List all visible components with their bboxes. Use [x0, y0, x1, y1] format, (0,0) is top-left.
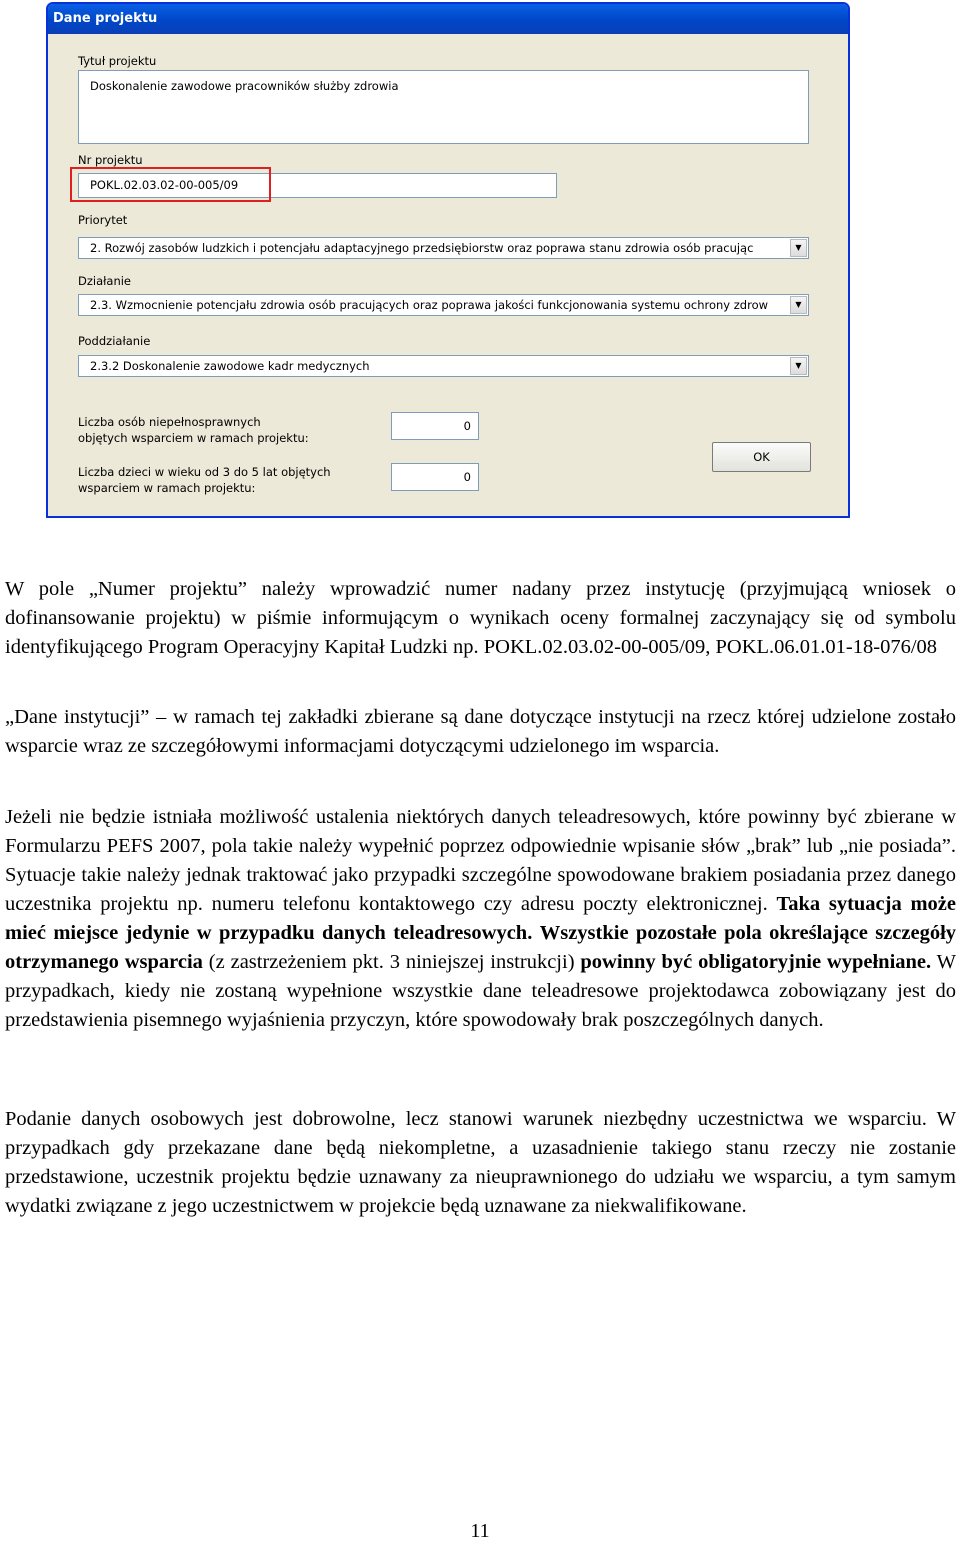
- action-label: Działanie: [78, 274, 132, 288]
- disabled-count-label-1: Liczba osób niepełnosprawnych: [78, 415, 261, 429]
- priority-select[interactable]: [78, 237, 809, 259]
- title-value: Doskonalenie zawodowe pracowników służby zdrowia: [90, 79, 399, 93]
- paragraph-contact-data-space: [532, 922, 539, 944]
- disabled-count-label-2: objętych wsparciem w ramach projektu:: [78, 431, 309, 445]
- paragraph-personal-data: Podanie danych osobowych jest dobrowolne, lecz stanowi warunek niezbędny uczestnictwa we wsparciu. W przypadkach gdy przekazane dane będą niekompletne, a uzasadnienie takiego stanu rzeczy nie zostanie przedstawione, uczestnik projektu będzie uznawany za nieuprawnionego do udziału we wsparciu, a tym samym wydatki związane z jego uczestnictwem w projekcie będą uznawane za niekwalifikowane.: [5, 1108, 956, 1217]
- title-field[interactable]: [78, 70, 809, 144]
- project-number-label: Nr projektu: [78, 153, 143, 167]
- children-count-label-1: Liczba dzieci w wieku od 3 do 5 lat objętych: [78, 465, 331, 479]
- subaction-value: 2.3.2 Doskonalenie zawodowe kadr medycznych: [90, 359, 370, 373]
- children-count-input[interactable]: 0: [391, 463, 479, 491]
- title-label: Tytuł projektu: [78, 54, 157, 68]
- project-data-dialog: [46, 2, 850, 518]
- project-number-value: POKL.02.03.02-00-005/09: [90, 178, 239, 192]
- paragraph-project-number: W pole „Numer projektu” należy wprowadzić numer nadany przez instytucję (przyjmującą wniosek o dofinansowanie projektu) w piśmie informującym o wynikach oceny formalnej zaczynający się od symbolu identyfikującego Program Operacyjny Kapitał Ludzki np. POKL.02.03.02-00-005/09, POKL.06.01.01-18-076/08: [5, 578, 956, 658]
- subaction-select[interactable]: [78, 355, 809, 377]
- priority-label: Priorytet: [78, 213, 128, 227]
- paragraph-contact-data-part3: W przypadkach, kiedy nie zostaną wypełnione wszystkie dane teleadresowe projektodawca zobowiązany jest do przedstawienia pisemnego wyjaśnienia przyczyn, które spowodowały brak poszczególnych danych.: [5, 951, 956, 1031]
- paragraph-contact-data: [5, 803, 956, 1035]
- project-number-highlight: [70, 167, 271, 202]
- priority-value: 2. Rozwój zasobów ludzkich i potencjału adaptacyjnego przedsiębiorstw oraz poprawa stanu zdrowia osób pracując: [90, 241, 754, 255]
- action-select[interactable]: [78, 294, 809, 316]
- ok-button[interactable]: OK: [712, 442, 811, 472]
- disabled-count-input[interactable]: 0: [391, 412, 479, 440]
- paragraph-institution-data: „Dane instytucji” – w ramach tej zakładki zbierane są dane dotyczące instytucji na rzecz której udzielone zostało wsparcie wraz ze szczegółowymi informacjami dotyczącymi udzielonego im wsparcia.: [5, 706, 956, 757]
- subaction-label: Poddziałanie: [78, 334, 151, 348]
- dialog-title: Dane projektu: [48, 4, 848, 34]
- paragraph-contact-data-bold2: Wszystkie pozostałe pola określające szczegóły otrzymanego wsparcia: [5, 922, 957, 973]
- paragraph-contact-data-part2: (z zastrzeżeniem pkt. 3 niniejszej instrukcji): [202, 951, 581, 973]
- paragraph-contact-data-bold3: powinny być obligatoryjnie wypełniane.: [580, 951, 932, 973]
- chevron-down-icon[interactable]: ▼: [790, 296, 807, 314]
- page-number: 11: [470, 1520, 490, 1542]
- chevron-down-icon[interactable]: ▼: [790, 357, 807, 375]
- dialog-body: [48, 34, 848, 516]
- chevron-down-icon[interactable]: ▼: [790, 239, 807, 257]
- action-value: 2.3. Wzmocnienie potencjału zdrowia osób pracujących oraz poprawa jakości funkcjonowania systemu ochrony zdrow: [90, 298, 769, 312]
- children-count-label-2: wsparciem w ramach projektu:: [78, 481, 256, 495]
- paragraph-contact-data-bold1: Taka sytuacja może mieć miejsce jedynie w przypadku danych teleadresowych.: [5, 893, 956, 944]
- paragraph-contact-data-part1: Jeżeli nie będzie istniała możliwość ustalenia niektórych danych teleadresowych, które powinny być zbierane w Formularzu PEFS 2007, pola takie należy wypełnić poprzez odpowiednie wpisanie słów „brak” lub „nie posiada”. Sytuacje takie należy jednak traktować jako przypadki szczególne spowodowane brakiem posiadania przez danego uczestnika projektu np. numeru telefonu kontaktowego czy adresu poczty elektronicznej.: [5, 806, 956, 915]
